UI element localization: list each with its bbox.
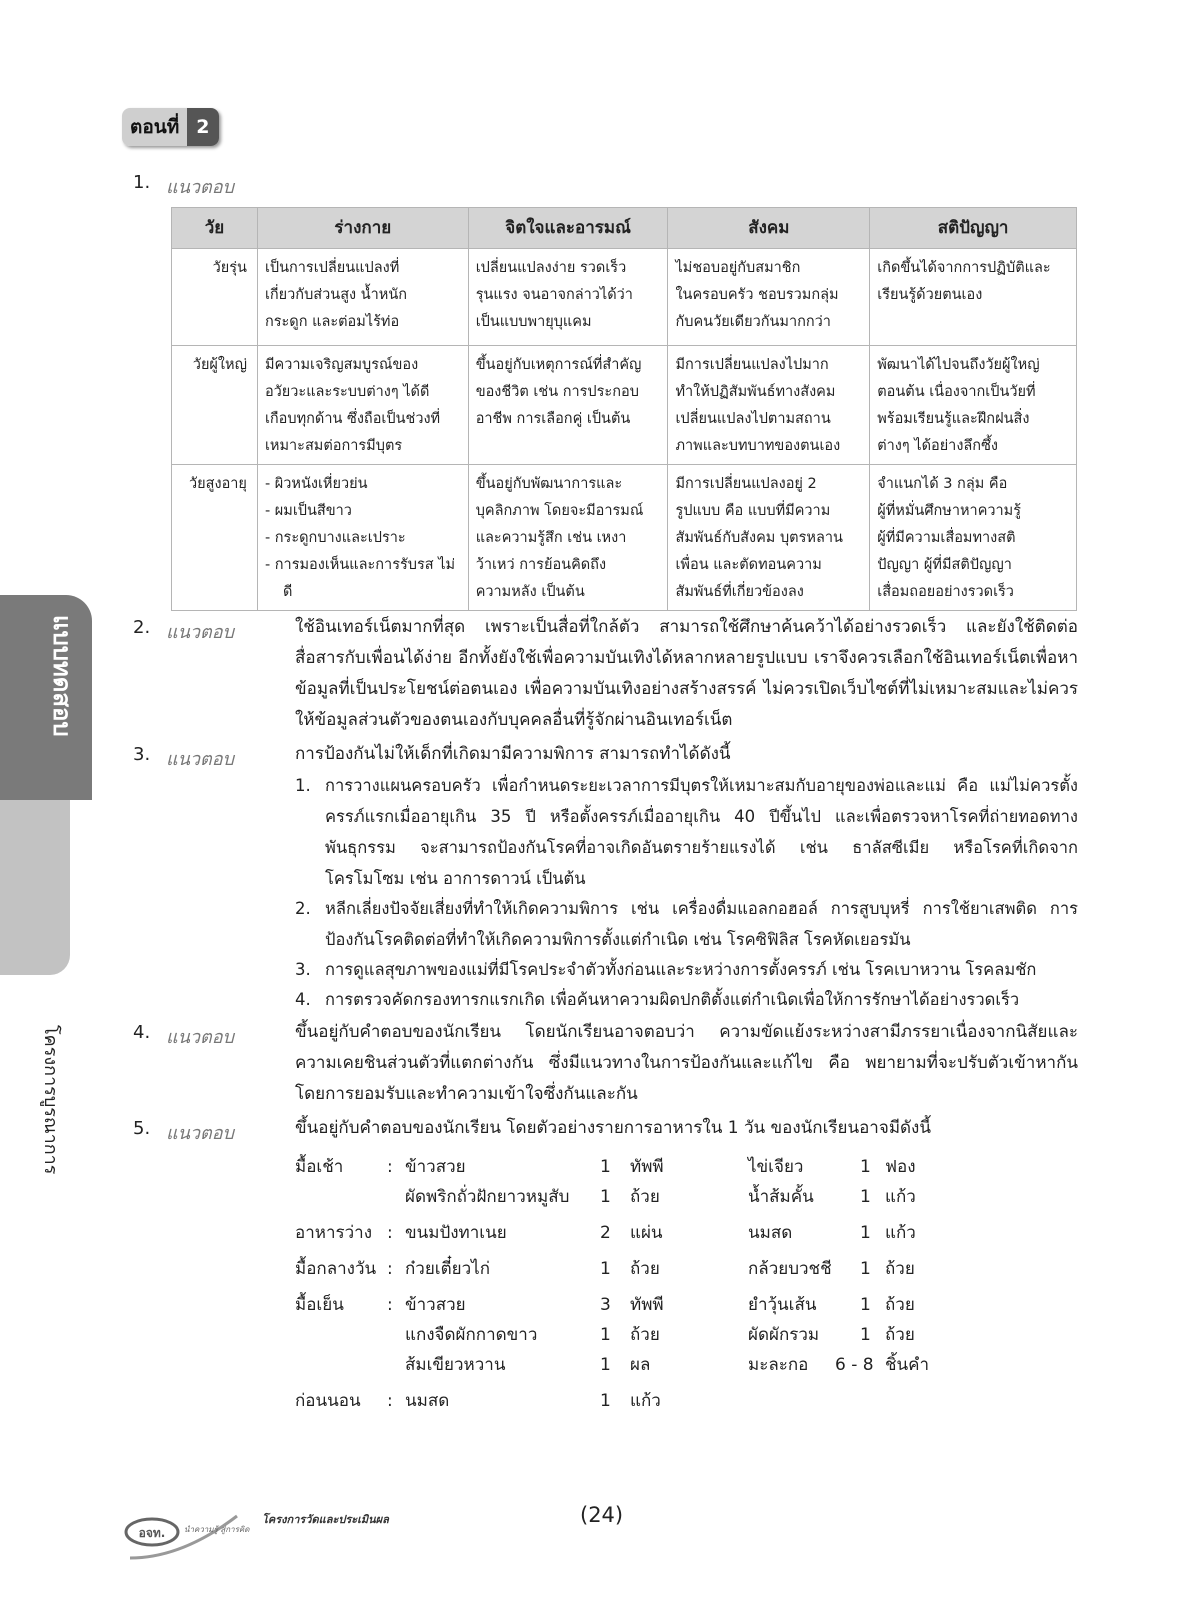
q3-item-number: 1. xyxy=(295,776,311,795)
section-label: ตอนที่ xyxy=(122,108,187,146)
food-item: ส้มเขียวหวาน xyxy=(405,1355,506,1375)
q3-intro: การป้องกันไม่ให้เด็กที่เกิดมามีความพิการ สามารถทำได้ดังนี้ xyxy=(295,744,731,764)
q2-answer-label: แนวตอบ xyxy=(166,622,234,643)
food-qty: 3 xyxy=(600,1295,611,1315)
food-qty: 2 xyxy=(600,1223,611,1243)
food-unit: ถ้วย xyxy=(630,1325,660,1345)
cell-intellect: พัฒนาได้ไปจนถึงวัยผู้ใหญ่ ตอนต้น เนื่องจากเป็นวัยที่ พร้อมเรียนรู้และฝึกฝนสิ่ง ต่างๆ ได้อย่างลึกซึ้ง xyxy=(870,346,1077,465)
q1-answer-label: แนวตอบ xyxy=(166,177,234,198)
food-qty: 1 xyxy=(860,1223,871,1243)
meal-name-breakfast: มื้อเช้า xyxy=(295,1157,344,1177)
q2-number: 2. xyxy=(133,617,151,638)
q3-item-text: การตรวจคัดกรองทารกแรกเกิด เพื่อค้นหาความผิดปกติตั้งแต่กำเนิดเพื่อให้การรักษาได้อย่างรวดเร็ว xyxy=(325,990,1020,1009)
food-item: นมสด xyxy=(405,1391,450,1411)
food-item: ไข่เจียว xyxy=(748,1157,804,1177)
q3-item-number: 3. xyxy=(295,960,311,979)
q3-item-number: 4. xyxy=(295,990,311,1009)
list-item-text: ผมเป็นสีขาว xyxy=(274,503,352,519)
cell-age: วัยรุ่น xyxy=(172,249,258,346)
q3-item xyxy=(295,770,1078,894)
food-unit: แก้ว xyxy=(885,1187,916,1207)
side-tab-subtitle: โครงการบูรณาการ xyxy=(40,1025,61,1175)
cell-body xyxy=(257,465,468,611)
food-item: นมสด xyxy=(748,1223,793,1243)
cell-age: วัยผู้ใหญ่ xyxy=(172,346,258,465)
q3-item xyxy=(295,984,1078,1015)
q3-item-text: หลีกเลี่ยงปัจจัยเสี่ยงที่ทำให้เกิดความพิการ เช่น เครื่องดื่มแอลกอฮอล์ การสูบบุหรี่ การใช้ยาเสพติด การป้องกันโรคติดต่อที่ทำให้เกิดความพิการตั้งแต่กำเนิด เช่น โรคซิฟิลิส โรคหัดเยอรมัน xyxy=(325,899,1078,949)
q3-item xyxy=(295,893,1078,955)
food-item: แกงจืดผักกาดขาว xyxy=(405,1325,538,1345)
meal-name-bedtime: ก่อนนอน xyxy=(295,1391,361,1411)
cell-intellect: จำแนกได้ 3 กลุ่ม คือ ผู้ที่หมั่นศึกษาหาความรู้ ผู้ที่มีความเสื่อมทางสติ ปัญญา ผู้ที่มีสติปัญญา เสื่อมถอยอย่างรวดเร็ว xyxy=(870,465,1077,611)
q3-answer-label: แนวตอบ xyxy=(166,749,234,770)
q2-answer-text: ใช้อินเทอร์เน็ตมากที่สุด เพราะเป็นสื่อที่ใกล้ตัว สามารถใช้ศึกษาค้นคว้าได้อย่างรวดเร็ว และยังใช้ติดต่อสื่อสารกับเพื่อนได้ง่าย อีกทั้งยังใช้เพื่อความบันเทิงได้หลากหลายรูปแบบ เราจึงควรเลือกใช้อินเทอร์เน็ตเพื่อหาข้อมูลที่เป็นประโยชน์ต่อตนเอง เพื่อความบันเทิงอย่างสร้างสรรค์ ไม่ควรเปิดเว็บไซต์ที่ไม่เหมาะสมและไม่ควรให้ข้อมูลส่วนตัวของตนเองกับบุคคลอื่นที่รู้จักผ่านอินเทอร์เน็ต xyxy=(295,617,1078,730)
q4-answer-text: ขึ้นอยู่กับคำตอบของนักเรียน โดยนักเรียนอาจตอบว่า ความขัดแย้งระหว่างสามีภรรยาเนื่องจากนิสัยและความเคยชินส่วนตัวที่แตกต่างกัน ซึ่งมีแนวทางในการป้องกันและแก้ไข คือ พยายามที่จะปรับตัวเข้าหากันโดยการยอมรับและทำความเข้าใจซึ่งกันและกัน xyxy=(295,1022,1078,1104)
q5-answer-label: แนวตอบ xyxy=(166,1123,234,1144)
header-social: สังคม xyxy=(668,208,870,249)
food-unit: แผ่น xyxy=(630,1223,663,1243)
food-qty: 1 xyxy=(860,1295,871,1315)
food-qty: 1 xyxy=(860,1259,871,1279)
q3-item-text: การดูแลสุขภาพของแม่ที่มีโรคประจำตัวทั้งก่อนและระหว่างการตั้งครรภ์ เช่น โรคเบาหวาน โรคลมชัก xyxy=(325,960,1037,979)
table-row xyxy=(172,346,1077,465)
table-row xyxy=(172,249,1077,346)
header-intellect: สติปัญญา xyxy=(870,208,1077,249)
section-badge xyxy=(122,108,219,146)
food-item: ขนมปังทาเนย xyxy=(405,1223,507,1243)
food-item: น้ำส้มคั้น xyxy=(748,1187,814,1207)
meal-colon: : xyxy=(387,1295,393,1315)
food-qty: 1 xyxy=(600,1325,611,1345)
food-unit: แก้ว xyxy=(885,1223,916,1243)
side-tab-light xyxy=(0,800,70,1175)
q1-number: 1. xyxy=(133,172,151,193)
list-item-text: ผิวหนังเหี่ยวย่น xyxy=(274,476,368,492)
development-table xyxy=(171,207,1077,611)
food-qty: 1 xyxy=(600,1187,611,1207)
logo-icon xyxy=(122,1508,262,1568)
cell-intellect: เกิดขึ้นได้จากการปฏิบัติและ เรียนรู้ด้วยตนเอง xyxy=(870,249,1077,346)
food-item: มะละกอ xyxy=(748,1355,809,1375)
meal-colon: : xyxy=(387,1259,393,1279)
q5-intro: ขึ้นอยู่กับคำตอบของนักเรียน โดยตัวอย่างรายการอาหารใน 1 วัน ของนักเรียนอาจมีดังนี้ xyxy=(295,1118,931,1138)
cell-body: มีความเจริญสมบูรณ์ของ อวัยวะและระบบต่างๆ ได้ดี เกือบทุกด้าน ซึ่งถือเป็นช่วงที่ เหมาะสมต่อการมีบุตร xyxy=(257,346,468,465)
side-tab xyxy=(0,595,92,1175)
meal-colon: : xyxy=(387,1223,393,1243)
publisher-logo xyxy=(122,1508,262,1568)
food-item: ก๋วยเตี๋ยวไก่ xyxy=(405,1259,490,1279)
meal-name-snack: อาหารว่าง xyxy=(295,1223,373,1243)
food-unit: ผล xyxy=(630,1355,651,1375)
food-unit: ทัพพี xyxy=(630,1295,664,1315)
section-number: 2 xyxy=(187,108,218,146)
food-unit: ฟอง xyxy=(885,1157,916,1177)
body-list xyxy=(265,471,461,606)
food-qty: 1 xyxy=(600,1355,611,1375)
q5-number: 5. xyxy=(133,1118,151,1139)
side-tab-title: แบบทดสอบ xyxy=(48,615,76,737)
cell-social: ไม่ชอบอยู่กับสมาชิก ในครอบครัว ชอบรวมกลุ่ม กับคนวัยเดียวกันมากกว่า xyxy=(668,249,870,346)
cell-mind: ขึ้นอยู่กับพัฒนาการและ บุคลิกภาพ โดยจะมีอารมณ์ และความรู้สึก เช่น เหงา ว้าเหว่ การย้อนคิดถึง ความหลัง เป็นต้น xyxy=(468,465,668,611)
list-item-text: กระดูกบางและเปราะ xyxy=(274,530,406,546)
list-item: - ผิวหนังเหี่ยวย่น xyxy=(264,476,368,492)
header-body: ร่างกาย xyxy=(257,208,468,249)
food-unit: ถ้วย xyxy=(885,1295,915,1315)
page-number: (24) xyxy=(580,1503,624,1527)
header-age: วัย xyxy=(172,208,258,249)
meal-name-dinner: มื้อเย็น xyxy=(295,1295,344,1315)
list-item-text: การมองเห็นและการรับรส ไม่ดี xyxy=(274,557,456,600)
q3-item xyxy=(295,954,1078,985)
q3-number: 3. xyxy=(133,744,151,765)
food-qty: 6 - 8 xyxy=(835,1355,874,1375)
cell-social: มีการเปลี่ยนแปลงไปมาก ทำให้ปฏิสัมพันธ์ทางสังคม เปลี่ยนแปลงไปตามสถาน ภาพและบทบาทของตนเอง xyxy=(668,346,870,465)
food-item: ผัดพริกถั่วฝักยาวหมูสับ xyxy=(405,1187,570,1207)
food-qty: 1 xyxy=(860,1187,871,1207)
q3-item-number: 2. xyxy=(295,899,311,918)
list-item: - ผมเป็นสีขาว xyxy=(264,503,352,519)
side-tab-dark xyxy=(0,595,92,800)
food-item: ข้าวสวย xyxy=(405,1157,466,1177)
cell-age: วัยสูงอายุ xyxy=(172,465,258,611)
cell-mind: ขึ้นอยู่กับเหตุการณ์ที่สำคัญ ของชีวิต เช่น การประกอบ อาชีพ การเลือกคู่ เป็นต้น xyxy=(468,346,668,465)
food-item: ยำวุ้นเส้น xyxy=(748,1295,817,1315)
cell-social: มีการเปลี่ยนแปลงอยู่ 2 รูปแบบ คือ แบบที่มีความ สัมพันธ์กับสังคม บุตรหลาน เพื่อน และตัดทอนความ สัมพันธ์ที่เกี่ยวข้องลง xyxy=(668,465,870,611)
food-qty: 1 xyxy=(600,1157,611,1177)
list-item: - กระดูกบางและเปราะ xyxy=(264,530,406,546)
food-qty: 1 xyxy=(600,1391,611,1411)
food-unit: ทัพพี xyxy=(630,1157,664,1177)
meal-colon: : xyxy=(387,1157,393,1177)
food-unit: ถ้วย xyxy=(630,1187,660,1207)
food-qty: 1 xyxy=(600,1259,611,1279)
food-unit: ชิ้นคำ xyxy=(885,1355,930,1375)
q4-answer-label: แนวตอบ xyxy=(166,1027,234,1048)
food-unit: ถ้วย xyxy=(630,1259,660,1279)
food-item: ข้าวสวย xyxy=(405,1295,466,1315)
logo-text: อจท. xyxy=(138,1526,166,1540)
table-header-row xyxy=(172,208,1077,249)
food-qty: 1 xyxy=(860,1325,871,1345)
header-mind: จิตใจและอารมณ์ xyxy=(468,208,668,249)
food-unit: ถ้วย xyxy=(885,1325,915,1345)
q4-number: 4. xyxy=(133,1022,151,1043)
food-item: กล้วยบวชชี xyxy=(748,1259,832,1279)
food-unit: ถ้วย xyxy=(885,1259,915,1279)
cell-mind: เปลี่ยนแปลงง่าย รวดเร็ว รุนแรง จนอาจกล่าวได้ว่า เป็นแบบพายุบุแคม xyxy=(468,249,668,346)
footer-org: โครงการวัดและประเมินผล xyxy=(262,1513,389,1526)
list-item: - การมองเห็นและการรับรส ไม่ดี xyxy=(264,557,456,600)
q3-item-text: การวางแผนครอบครัว เพื่อกำหนดระยะเวลาการมีบุตรให้เหมาะสมกับอายุของพ่อและแม่ คือ แม่ไม่ควรตั้งครรภ์แรกเมื่ออายุเกิน 35 ปี หรือตั้งครรภ์เมื่ออายุเกิน 40 ปีขึ้นไป และเพื่อตรวจหาโรคที่ถ่ายทอดทางพันธุกรรม จะสามารถป้องกันโรคที่อาจเกิดอันตรายร้ายแรงได้ เช่น ธาลัสซีเมีย หรือโรคที่เกิดจากโครโมโซม เช่น อาการดาวน์ เป็นต้น xyxy=(325,776,1078,888)
meal-colon: : xyxy=(387,1391,393,1411)
food-item: ผัดผักรวม xyxy=(748,1325,820,1345)
meal-name-lunch: มื้อกลางวัน xyxy=(295,1259,377,1279)
food-unit: แก้ว xyxy=(630,1391,661,1411)
food-qty: 1 xyxy=(860,1157,871,1177)
logo-slogan: นำความรู้ สู่การคิด xyxy=(184,1525,250,1534)
table-row xyxy=(172,465,1077,611)
cell-body: เป็นการเปลี่ยนแปลงที่ เกี่ยวกับส่วนสูง น้ำหนัก กระดูก และต่อมไร้ท่อ xyxy=(257,249,468,346)
